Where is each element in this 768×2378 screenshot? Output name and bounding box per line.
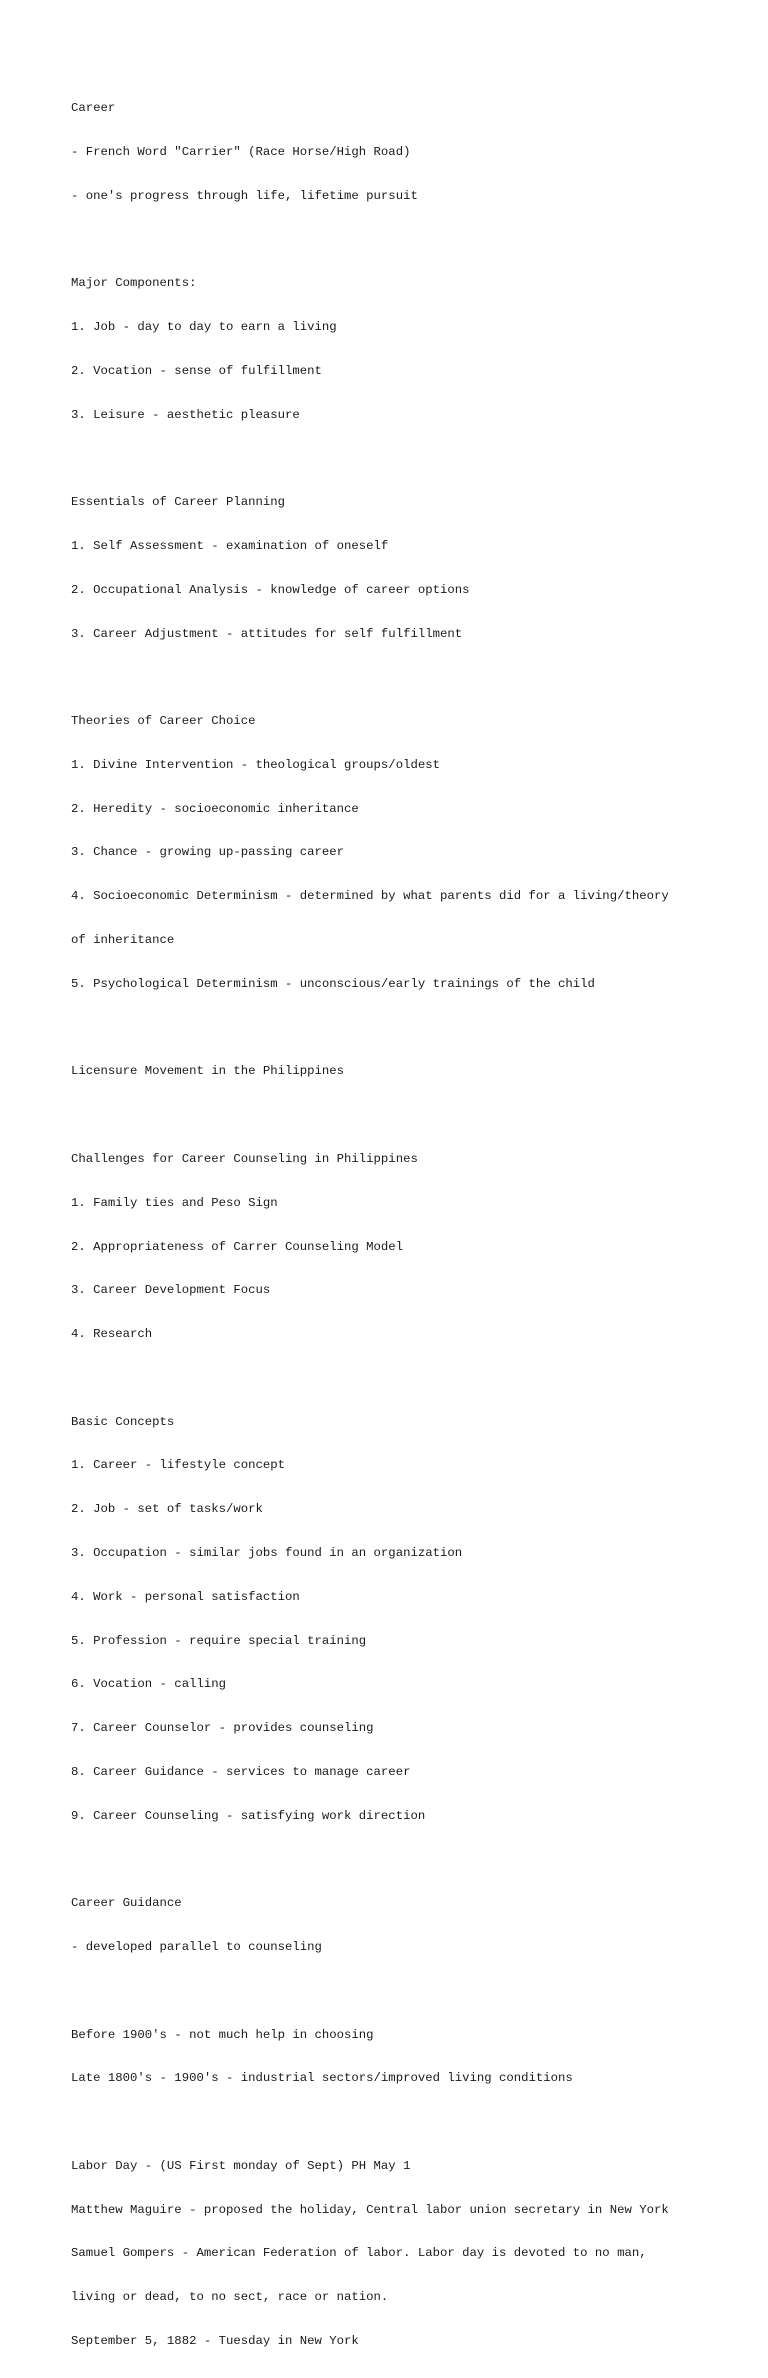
list-item: 3. Chance - growing up-passing career <box>71 845 345 860</box>
list-item: 1. Family ties and Peso Sign <box>71 1195 278 1210</box>
section-heading-major-components: Major Components: <box>71 276 197 291</box>
list-item: 5. Psychological Determinism - unconscious/early trainings of the child <box>71 976 595 991</box>
text-line: Before 1900's - not much help in choosing <box>71 2027 374 2042</box>
blank-line <box>71 1984 711 1999</box>
list-item: 2. Heredity - socioeconomic inheritance <box>71 801 359 816</box>
list-item: 4. Research <box>71 1327 153 1342</box>
list-item: 7. Career Counselor - provides counseling <box>71 1721 374 1736</box>
section-heading-challenges: Challenges for Career Counseling in Philippines <box>71 1151 418 1166</box>
section-heading-essentials: Essentials of Career Planning <box>71 495 286 510</box>
list-item: 8. Career Guidance - services to manage career <box>71 1764 411 1779</box>
list-item: 3. Occupation - similar jobs found in an organization <box>71 1545 463 1560</box>
blank-line <box>71 1021 711 1036</box>
text-line: September 5, 1882 - Tuesday in New York <box>71 2334 359 2349</box>
list-item: 4. Socioeconomic Determinism - determined by what parents did for a living/theory <box>71 889 669 904</box>
text-line: Late 1800's - 1900's - industrial sectors/improved living conditions <box>71 2071 573 2086</box>
text-line: - French Word "Carrier" (Race Horse/High Road) <box>71 144 411 159</box>
list-item: 2. Appropriateness of Carrer Counseling Model <box>71 1239 404 1254</box>
section-heading-career: Career <box>71 101 116 116</box>
text-line: Matthew Maguire - proposed the holiday, Central labor union secretary in New York <box>71 2202 669 2217</box>
list-item: 1. Self Assessment - examination of oneself <box>71 539 389 553</box>
blank-line <box>71 233 711 248</box>
document-text <box>71 72 711 2378</box>
list-item: 6. Vocation - calling <box>71 1677 226 1692</box>
text-line: living or dead, to no sect, race or nation. <box>71 2290 389 2305</box>
blank-line <box>71 1371 711 1386</box>
blank-line <box>71 670 711 685</box>
list-item: 1. Divine Intervention - theological groups/oldest <box>71 757 440 772</box>
list-item: 1. Job - day to day to earn a living <box>71 320 337 335</box>
list-item-continuation: of inheritance <box>71 933 175 948</box>
blank-line <box>71 451 711 466</box>
list-item: 3. Career Development Focus <box>71 1283 271 1298</box>
text-line: Samuel Gompers - American Federation of labor. Labor day is devoted to no man, <box>71 2246 647 2261</box>
blank-line <box>71 1852 711 1867</box>
section-heading-career-guidance: Career Guidance <box>71 1896 182 1911</box>
list-item: 4. Work - personal satisfaction <box>71 1589 300 1604</box>
section-heading-labor-day: Labor Day - (US First monday of Sept) PH May 1 <box>71 2158 411 2173</box>
section-heading-basic-concepts: Basic Concepts <box>71 1414 175 1429</box>
section-heading-licensure: Licensure Movement in the Philippines <box>71 1064 345 1079</box>
list-item: 3. Career Adjustment - attitudes for self fulfillment <box>71 626 463 641</box>
list-item: 2. Job - set of tasks/work <box>71 1502 263 1517</box>
list-item: 2. Vocation - sense of fulfillment <box>71 363 322 378</box>
blank-line <box>71 1108 711 1123</box>
section-heading-theories: Theories of Career Choice <box>71 714 256 729</box>
list-item: 3. Leisure - aesthetic pleasure <box>71 407 300 422</box>
list-item: 5. Profession - require special training <box>71 1633 367 1648</box>
blank-line <box>71 2115 711 2130</box>
list-item: 9. Career Counseling - satisfying work direction <box>71 1808 426 1823</box>
list-item: 2. Occupational Analysis - knowledge of career options <box>71 582 470 597</box>
text-line: - one's progress through life, lifetime pursuit <box>71 188 418 203</box>
text-line: - developed parallel to counseling <box>71 1940 322 1954</box>
list-item: 1. Career - lifestyle concept <box>71 1458 286 1473</box>
